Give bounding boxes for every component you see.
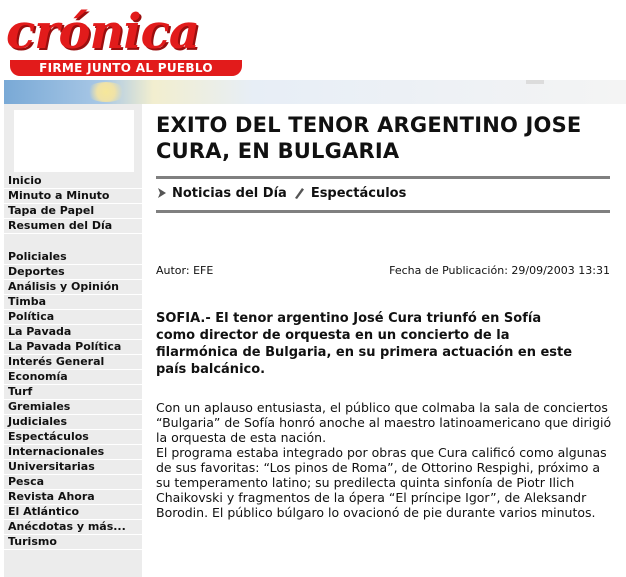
sidebar-item[interactable]: La Pavada Política (4, 340, 142, 355)
sidebar-nav-sections (4, 250, 142, 550)
sidebar-item[interactable]: Timba (4, 295, 142, 310)
sidebar-item[interactable]: Minuto a Minuto (4, 189, 142, 204)
sidebar-nav-primary (4, 174, 142, 234)
sidebar-item[interactable]: La Pavada (4, 325, 142, 340)
article-body (156, 400, 616, 520)
article-date: Fecha de Publicación: 29/09/2003 13:31 (389, 264, 610, 277)
sidebar-item[interactable]: Resumen del Día (4, 219, 142, 234)
article-meta (156, 264, 610, 278)
sun-decoration (86, 82, 126, 102)
article-headline: EXITO DEL TENOR ARGENTINO JOSE CURA, EN BULGARIA (156, 113, 582, 163)
sidebar-image-placeholder (14, 110, 134, 172)
article-author: Autor: EFE (156, 264, 214, 277)
sidebar-item[interactable]: Interés General (4, 355, 142, 370)
sidebar-item[interactable]: Economía (4, 370, 142, 385)
sidebar-item[interactable]: Anécdotas y más... (4, 520, 142, 535)
site-logo[interactable] (4, 4, 242, 78)
sidebar-item[interactable]: El Atlántico (4, 505, 142, 520)
sidebar-item[interactable]: Revista Ahora (4, 490, 142, 505)
breadcrumb-link-espectaculos[interactable]: Espectáculos (310, 185, 407, 201)
sidebar-item[interactable]: Policiales (4, 250, 142, 265)
sidebar-item[interactable]: Turismo (4, 535, 142, 550)
banner-accent (526, 80, 544, 84)
breadcrumb-link-noticias[interactable]: Noticias del Día (172, 185, 287, 201)
sidebar-item[interactable]: Inicio (4, 174, 142, 189)
sidebar (4, 104, 142, 577)
chevron-right-icon (156, 186, 168, 200)
logo-wordmark: crónica (6, 4, 199, 60)
sidebar-item[interactable]: Internacionales (4, 445, 142, 460)
sidebar-item[interactable]: Espectáculos (4, 430, 142, 445)
article (150, 104, 626, 577)
article-lead: SOFIA.- El tenor argentino José Cura triunfó en Sofía como director de orquesta en un concierto de la filarmónica de Bulgaria, en su primera actuación en este país balcánico. (156, 311, 573, 377)
slash-icon (292, 186, 306, 200)
sidebar-item[interactable]: Deportes (4, 265, 142, 280)
header-banner (4, 80, 626, 104)
divider (156, 176, 610, 179)
breadcrumb (156, 184, 406, 202)
sidebar-item[interactable]: Turf (4, 385, 142, 400)
sidebar-item[interactable]: Política (4, 310, 142, 325)
sidebar-item[interactable]: Universitarias (4, 460, 142, 475)
sidebar-item[interactable]: Análisis y Opinión (4, 280, 142, 295)
logo-tagline: FIRME JUNTO AL PUEBLO (10, 60, 242, 76)
sidebar-item[interactable]: Tapa de Papel (4, 204, 142, 219)
divider (156, 210, 610, 213)
sidebar-item[interactable]: Pesca (4, 475, 142, 490)
sidebar-item[interactable]: Gremiales (4, 400, 142, 415)
sidebar-item[interactable]: Judiciales (4, 415, 142, 430)
article-body-text: Con un aplauso entusiasta, el público que colmaba la sala de conciertos “Bulgaria” de Sofía honró anoche al maestro latinoamericano que dirigió la orquesta de esta nación. El programa estaba integrado por obras que Cura calificó como algunas de sus favoritas: “Los pinos de Roma”, de Ottorino Respighi, próximo a su temperamento latino; su predilecta quinta sinfonía de Piotr Ilich Chaikovski y fragmentos de la ópera “El príncipe Igor”, de Aleksandr Borodin. El público búlgaro lo ovacionó de pie durante varios minutos. (156, 400, 612, 520)
